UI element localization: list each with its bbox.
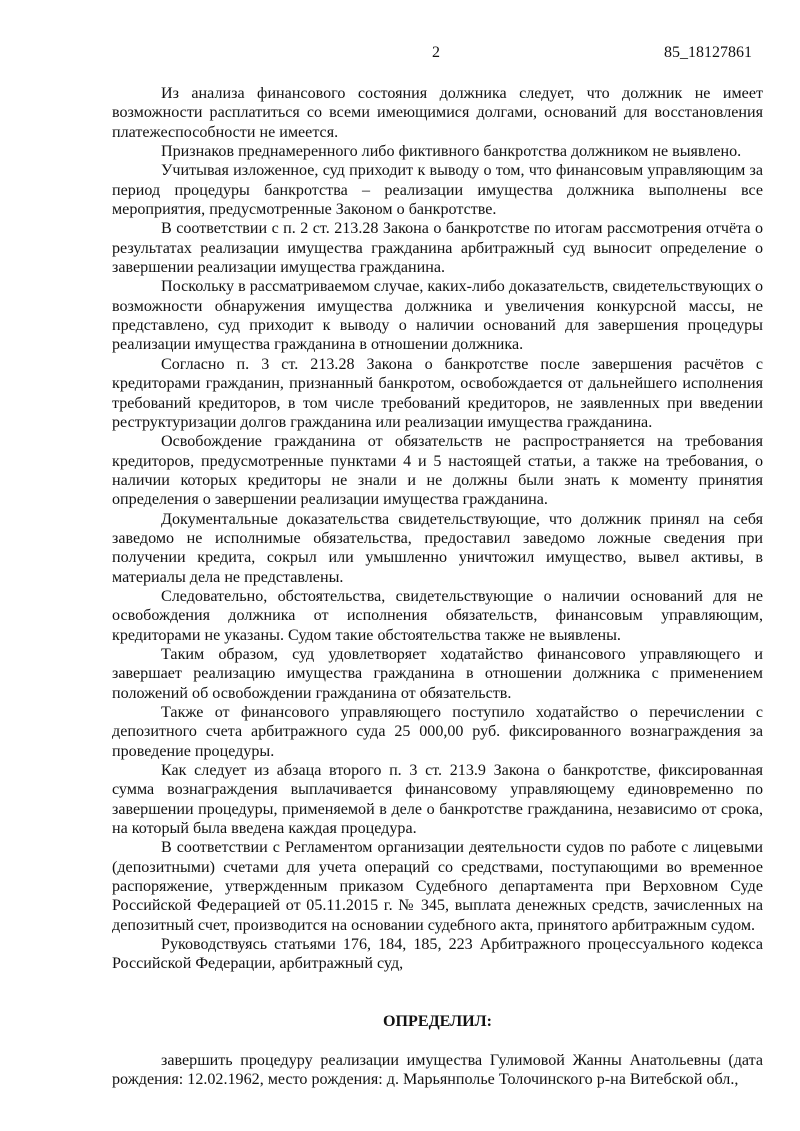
paragraph: Документальные доказательства свидетельствующие, что должник принял на себя заведомо не исполнимые обязательства, предоставил заведомо ложные сведения при получении кредита, сокрыл или умышленно уничтожил имущество, вывел активы, в материалы дела не представлены.	[112, 510, 763, 586]
document-body	[112, 84, 763, 1089]
paragraph: Учитывая изложенное, суд приходит к выводу о том, что финансовым управляющим за период процедуры банкротства – реализации имущества должника выполнены все мероприятия, предусмотренные Законом о банкротстве.	[112, 162, 763, 219]
paragraph: Также от финансового управляющего поступило ходатайство о перечислении с депозитного счета арбитражного суда 25 000,00 руб. фиксированного вознаграждения за проведение процедуры.	[112, 704, 763, 760]
paragraph: Из анализа финансового состояния должника следует, что должник не имеет возможности расплатиться со всеми имеющимися долгами, оснований для восстановления платежеспособности не имеется.	[112, 85, 763, 141]
paragraph: Как следует из абзаца второго п. 3 ст. 213.9 Закона о банкротстве, фиксированная сумма вознаграждения выплачивается финансовому управляющему единовременно по завершении процедуры, применяемой в деле о банкротстве гражданина, независимо от срока, на который была введена каждая процедура.	[112, 762, 763, 838]
paragraph: В соответствии с п. 2 ст. 213.28 Закона о банкротстве по итогам рассмотрения отчёта о результатах реализации имущества гражданина арбитражный суд выносит определение о завершении реализации имущества гражданина.	[112, 220, 763, 277]
ruling-paragraph: завершить процедуру реализации имущества Гулимовой Жанны Анатольевны (дата рождения: 12.02.1962, место рождения: д. Марьянполье Толочинского р-на Витебской обл.,	[112, 1051, 763, 1088]
page-number: 2	[432, 44, 440, 61]
paragraph: Освобождение гражданина от обязательств не распространяется на требования кредиторов, предусмотренные пунктами 4 и 5 настоящей статьи, а также на требования, о наличии которых кредиторы не знали и не должны были знать к моменту принятия определения о завершении реализации имущества гражданина.	[112, 433, 763, 509]
paragraph: Согласно п. 3 ст. 213.28 Закона о банкротстве после завершения расчётов с кредиторами гражданин, признанный банкротом, освобождается от дальнейшего исполнения требований кредиторов, в том числе требований кредиторов, не заявленных при введении реструктуризации долгов гражданина или реализации имущества гражданина.	[112, 355, 763, 431]
page-header	[0, 44, 800, 66]
paragraph: Признаков преднамеренного либо фиктивного банкротства должником не выявлено.	[161, 143, 742, 161]
ruling-heading: ОПРЕДЕЛИЛ:	[382, 1013, 493, 1031]
document-id: 85_18127861	[664, 44, 752, 61]
spacer	[112, 974, 763, 993]
paragraph: В соответствии с Регламентом организации деятельности судов по работе с лицевыми (депозитными) счетами для учета операций со средствами, поступающими во временное распоряжение, утвержденным приказом Судебного департамента при Верховном Суде Российской Федерацией от 05.11.2015 г. № 345, выплата денежных средств, зачисленных на депозитный счет, производится на основании судебного акта, принятого арбитражным судом.	[112, 839, 763, 934]
paragraph: Поскольку в рассматриваемом случае, каких-либо доказательств, свидетельствующих о возможности обнаружения имущества должника и увеличения конкурсной массы, не представлено, суд приходит к выводу о наличии оснований для завершения процедуры реализации имущества гражданина в отношении должника.	[112, 278, 763, 354]
paragraph: Таким образом, суд удовлетворяет ходатайство финансового управляющего и завершает реализацию имущества гражданина в отношении должника с применением положений об освобождении гражданина от обязательств.	[112, 645, 763, 702]
paragraph: Руководствуясь статьями 176, 184, 185, 223 Арбитражного процессуального кодекса Российской Федерации, арбитражный суд,	[112, 936, 763, 973]
paragraph: Следовательно, обстоятельства, свидетельствующие о наличии оснований для не освобождения должника от исполнения обязательств, финансовым управляющим, кредиторами не указаны. Судом такие обстоятельства также не выявлены.	[112, 587, 763, 644]
